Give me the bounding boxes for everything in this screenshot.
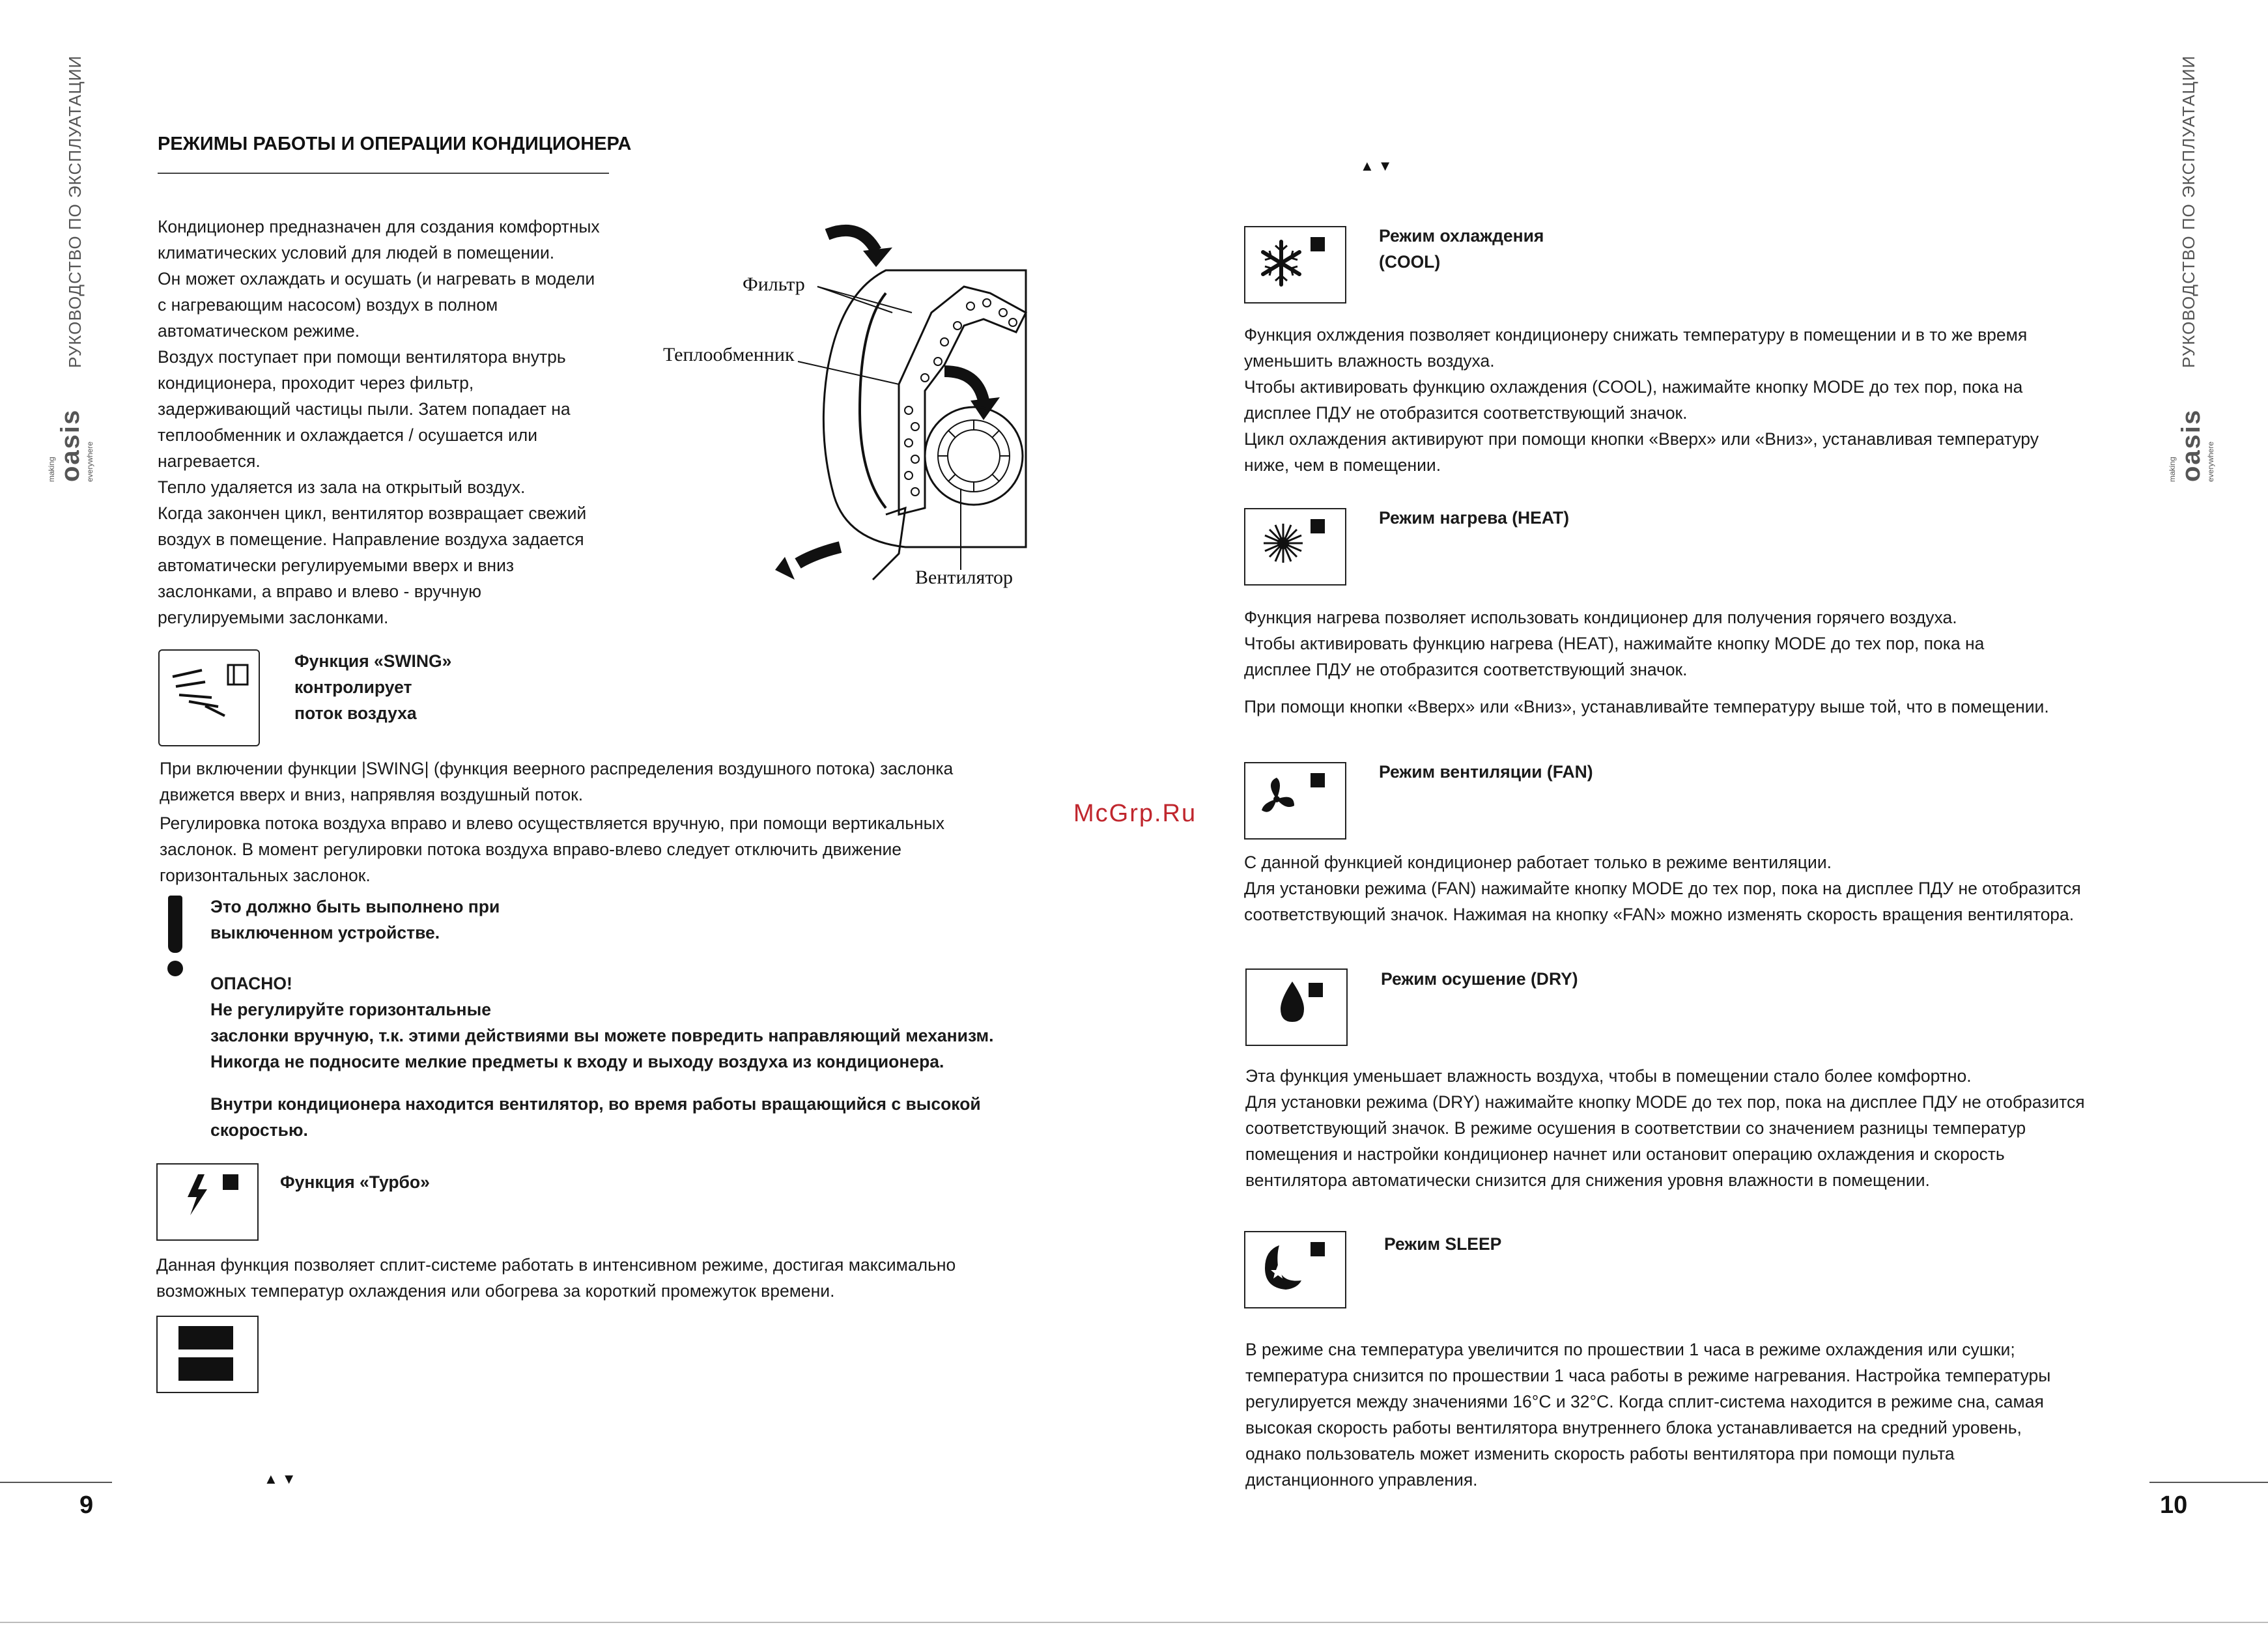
bottom-edge-rule <box>0 1622 2268 1623</box>
cool-icon-box <box>1244 226 1346 304</box>
turbo-paragraph <box>156 1252 956 1304</box>
text-line: регулируемыми заслонками. <box>158 608 389 627</box>
filter-shape <box>860 293 886 508</box>
text-line: высокая скорость работы вентилятора внутреннего блока устанавливается на средний уровень, <box>1245 1418 2022 1437</box>
heat-paragraph-2: При помощи кнопки «Вверх» или «Вниз», устанавливайте температуру выше той, что в помещении. <box>1244 697 2049 716</box>
logo-sub-text: everywhere <box>2206 441 2215 482</box>
text-line: Никогда не подносите мелкие предметы к входу и выходу воздуха из кондиционера. <box>210 1052 944 1071</box>
text-line: Он может охлаждать и осушать (и нагревать в модели <box>158 269 595 289</box>
text-line: Внутри кондиционера находится вентилятор, во время работы вращающийся с высокой <box>210 1094 981 1114</box>
text-line: однако пользователь может изменить скорость работы вентилятора при помощи пульта <box>1245 1444 1955 1463</box>
swing-paragraph-2 <box>160 810 944 888</box>
page-number-left: 9 <box>79 1491 94 1519</box>
text-line: При включении функции |SWING| (функция веерного распределения воздушного потока) заслонка <box>160 759 954 778</box>
text-line: с нагревающим насосом) воздух в полном <box>158 295 498 315</box>
text-line: Регулировка потока воздуха вправо и влево осуществляется вручную, при помощи вертикальных <box>160 813 944 833</box>
airflow-inner-arrow <box>944 371 984 401</box>
text-line: задерживающий частицы пыли. Затем попадает на <box>158 399 571 419</box>
swing-title <box>294 648 451 726</box>
sleep-icon-box <box>1244 1231 1346 1308</box>
text-line: кондиционера, проходит через фильтр, <box>158 373 474 393</box>
text-line: горизонтальных заслонок. <box>160 866 371 885</box>
moon-icon <box>1245 1232 1345 1307</box>
swing-paragraph-1 <box>160 756 953 808</box>
logo-brand-text: oasis <box>56 408 85 482</box>
page-title: РЕЖИМЫ РАБОТЫ И ОПЕРАЦИИ КОНДИЦИОНЕРА <box>158 134 632 154</box>
text-line: соответствующий значок. Нажимая на кнопку «FAN» можно изменять скорость вращения вентилятора. <box>1244 905 2075 924</box>
airflow-in-arrow <box>827 231 876 251</box>
danger-fan-text <box>210 1091 981 1143</box>
display-block-top <box>178 1326 233 1349</box>
text-line: В режиме сна температура увеличится по прошествии 1 часа в режиме охлаждения или сушки; <box>1245 1340 2015 1359</box>
label-heat-exchanger: Теплообменник <box>663 344 795 365</box>
text-line: дистанционного управления. <box>1245 1470 1478 1490</box>
text-line: Когда закончен цикл, вентилятор возвращает свежий <box>158 503 587 523</box>
text-line: теплообменник и охлаждается / осушается или <box>158 425 538 445</box>
text-line: ниже, чем в помещении. <box>1244 455 1441 475</box>
logo-small-text: making <box>2168 457 2177 482</box>
text-line: Данная функция позволяет сплит-системе работать в интенсивном режиме, достигая максимально <box>156 1255 956 1275</box>
label-fan: Вентилятор <box>915 567 1014 588</box>
text-line: Чтобы активировать функцию нагрева (HEAT), нажимайте кнопку MODE до тех пор, пока на <box>1244 634 1985 653</box>
swing-icon-box <box>158 649 260 746</box>
text-line: заслонки вручную, т.к. этими действиями вы можете повредить направляющий механизм. <box>210 1026 994 1045</box>
footer-rule-left <box>0 1482 112 1483</box>
text-line: Это должно быть выполнено при <box>210 897 500 916</box>
turbo-title: Функция «Турбо» <box>280 1172 430 1192</box>
text-line: Чтобы активировать функцию охлаждения (COOL), нажимайте кнопку MODE до тех пор, пока на <box>1244 377 2023 397</box>
display-icon-box <box>156 1316 259 1393</box>
danger-text <box>210 996 993 1075</box>
text-line: заслонок. В момент регулировки потока воздуха вправо-влево следует отключить движение <box>160 840 901 859</box>
fan-icon-box <box>1244 762 1346 840</box>
footer-rule-right <box>2149 1482 2268 1483</box>
text-line: вентилятора автоматически снизится для снижения уровня влажности в помещении. <box>1245 1170 1930 1190</box>
text-line: уменьшить влажность воздуха. <box>1244 351 1495 371</box>
fan-paragraph <box>1244 849 2081 927</box>
text-line: движется вверх и вниз, напрявляя воздушный поток. <box>160 785 584 804</box>
text-line: Воздух поступает при помощи вентилятора внутрь <box>158 347 566 367</box>
text-line: Кондиционер предназначен для создания комфортных <box>158 217 600 236</box>
text-line: автоматическом режиме. <box>158 321 360 341</box>
text-line: Функция «SWING» <box>294 651 452 671</box>
dry-paragraph <box>1245 1063 2085 1193</box>
aircon-diagram-svg <box>651 215 1055 599</box>
display-block-bottom <box>178 1357 233 1381</box>
turbo-icon-box <box>156 1163 259 1241</box>
text-line: соответствующий значок. В режиме осушения в соответствии со значением разницы температур <box>1245 1118 2026 1138</box>
aircon-diagram <box>651 215 1055 599</box>
text-line: (COOL) <box>1379 252 1441 272</box>
sun-icon <box>1245 509 1345 584</box>
snowflake-icon <box>1245 227 1345 302</box>
danger-title: ОПАСНО! <box>210 974 292 993</box>
text-line: помещения и настройки кондиционер начнет или остановит операцию охлаждения и скорость <box>1245 1144 2005 1164</box>
warning-text <box>210 894 500 946</box>
text-line: Функция нагрева позволяет использовать кондиционер для получения горячего воздуха. <box>1244 608 1957 627</box>
text-line: Цикл охлаждения активируют при помощи кнопки «Вверх» или «Вниз», устанавливая температуру <box>1244 429 2039 449</box>
nav-arrows-right[interactable]: ▲▼ <box>1360 158 1396 174</box>
brand-logo-right <box>2168 409 2215 482</box>
text-line: заслонками, а вправо и влево - вручную <box>158 582 482 601</box>
text-line: дисплее ПДУ не отобразится соответствующий значок. <box>1244 403 1688 423</box>
label-filter: Фильтр <box>743 274 805 295</box>
text-line: Для установки режима (FAN) нажимайте кнопку MODE до тех пор, пока на дисплее ПДУ не отобразится <box>1244 879 2081 898</box>
text-line: возможных температур охлаждения или обогрева за короткий промежуток времени. <box>156 1281 835 1301</box>
text-line: С данной функцией кондиционер работает только в режиме вентиляции. <box>1244 853 1832 872</box>
text-line: дисплее ПДУ не отобразится соответствующий значок. <box>1244 660 1688 679</box>
airflow-out-arrow <box>798 547 840 563</box>
text-line: температура снизится по прошествии 1 часа работы в режиме нагревания. Настройка температуры <box>1245 1366 2051 1385</box>
heat-title: Режим нагрева (HEAT) <box>1379 508 1570 528</box>
sleep-title: Режим SLEEP <box>1384 1234 1502 1254</box>
text-line: воздух в помещение. Направление воздуха задается <box>158 530 584 549</box>
text-line: Не регулируйте горизонтальные <box>210 1000 491 1019</box>
brand-logo-left <box>47 409 94 482</box>
text-line: Эта функция уменьшает влажность воздуха, чтобы в помещении стало более комфортно. <box>1245 1066 1972 1086</box>
droplet-icon <box>1247 970 1346 1045</box>
cool-title <box>1379 223 1544 275</box>
logo-small-text: making <box>47 457 56 482</box>
swing-icon <box>160 651 259 745</box>
sidebar-manual-label-left: РУКОВОДСТВО ПО ЭКСПЛУАТАЦИИ <box>65 55 85 368</box>
exclamation-icon <box>163 896 189 977</box>
heat-paragraph <box>1244 604 1984 683</box>
text-line: контролирует <box>294 677 412 697</box>
heat-icon-box <box>1244 508 1346 586</box>
logo-sub-text: everywhere <box>85 441 94 482</box>
text-line: нагревается. <box>158 451 261 471</box>
dry-icon-box <box>1245 968 1348 1046</box>
nav-arrows-left[interactable]: ▲▼ <box>264 1471 300 1487</box>
dry-title: Режим осушение (DRY) <box>1381 969 1578 989</box>
text-line: Для установки режима (DRY) нажимайте кнопку MODE до тех пор, пока на дисплее ПДУ не отобразится <box>1245 1092 2085 1112</box>
text-line: Тепло удаляется из зала на открытый воздух. <box>158 477 526 497</box>
sleep-paragraph <box>1245 1336 2050 1493</box>
text-line: климатических условий для людей в помещении. <box>158 243 555 262</box>
text-line: автоматически регулируемыми вверх и вниз <box>158 556 515 575</box>
turbo-icon <box>158 1165 257 1239</box>
text-line: Функция охлждения позволяет кондиционеру снижать температуру в помещении и в то же время <box>1244 325 2028 345</box>
text-line: скоростью. <box>210 1120 308 1140</box>
page-number-right: 10 <box>2160 1491 2188 1519</box>
heat-exchanger <box>899 287 1026 515</box>
text-line: регулируется между значениями 16°C и 32°C. Когда сплит-система находится в режиме сна, самая <box>1245 1392 2044 1411</box>
text-line: выключенном устройстве. <box>210 923 440 942</box>
fan-icon <box>1245 763 1345 838</box>
text-line: поток воздуха <box>294 703 417 723</box>
logo-brand-text: oasis <box>2177 408 2205 482</box>
cool-paragraph <box>1244 322 2039 478</box>
fan-title: Режим вентиляции (FAN) <box>1379 762 1593 782</box>
title-underline <box>158 173 609 174</box>
intro-paragraph <box>158 214 600 630</box>
text-line: Режим охлаждения <box>1379 226 1544 246</box>
sidebar-manual-label-right: РУКОВОДСТВО ПО ЭКСПЛУАТАЦИИ <box>2179 55 2198 368</box>
watermark: McGrp.Ru <box>1073 800 1197 827</box>
